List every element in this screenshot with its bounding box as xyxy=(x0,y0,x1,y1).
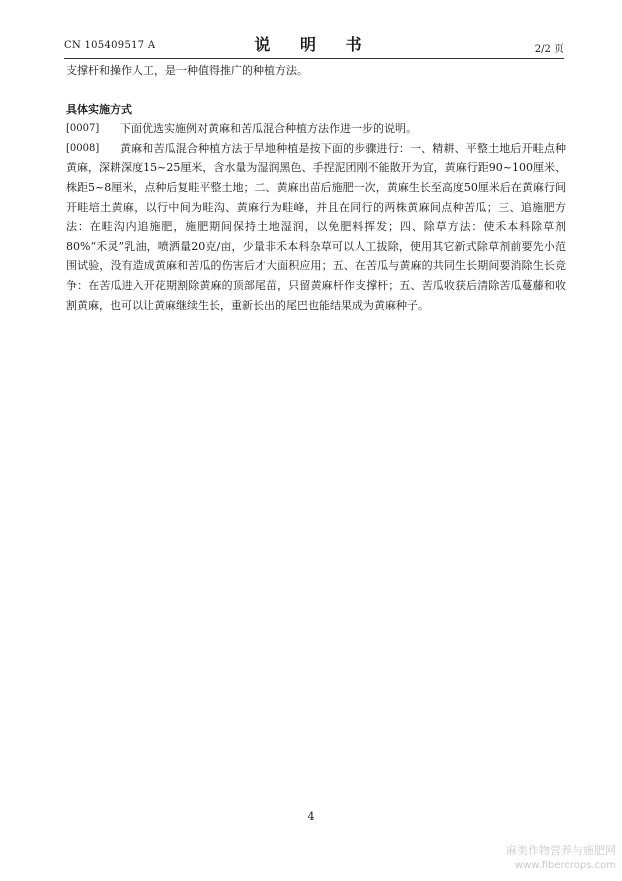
watermark-site-name: 麻类作物营养与施肥网 xyxy=(506,844,616,857)
lead-paragraph: 支撑杆和操作人工，是一种值得推广的种植方法。 xyxy=(66,64,308,77)
publication-number: CN 105409517 A xyxy=(64,40,156,51)
section-heading: 具体实施方式 xyxy=(66,102,132,116)
page-number: 4 xyxy=(307,810,315,823)
site-watermark xyxy=(506,843,616,873)
paragraph-number: [0008] xyxy=(66,142,100,154)
document-title: 说 明 书 xyxy=(254,35,374,54)
paragraph-text: 黄麻和苦瓜混合种植方法于旱地种植是按下面的步骤进行：一、精耕、平整土地后开畦点种黄麻，深耕深度15~25厘米，含水量为湿润黑色、手捏泥团刚不能散开为宜，黄麻行距90~100厘米、株距5~8厘米，点种后复畦平整土地；二、黄麻出苗后施肥一次，黄麻生长至高度50厘米后在黄麻行间开畦培土黄麻，以行中间为畦沟、黄麻行为畦峰，并且在同行的两株黄麻间点种苦瓜；三、追施肥方法：在畦沟内追施肥，施肥期间保持土地湿润，以免肥料挥发；四、除草方法：使禾本科除草剂80%“禾灵”乳油，喷洒量20克/亩，少量非禾本科杂草可以人工拔除，使用其它新式除草剂前要先小范围试验，没有造成黄麻和苦瓜的伤害后才大面积应用；五、在苦瓜与黄麻的共同生长期间要消除生长竞争：在苦瓜进入开花期割除黄麻的顶部尾苗，只留黄麻杆作支撑杆；五、苦瓜收获后清除苦瓜蔓藤和收割黄麻，也可以让黄麻继续生长，重新长出的尾巴也能结果成为黄麻种子。 xyxy=(66,141,566,312)
header-divider xyxy=(64,58,564,59)
paragraph-0007 xyxy=(66,119,566,139)
paragraph-number: [0007] xyxy=(66,123,100,135)
document-body xyxy=(66,61,566,315)
paragraph-text: 下面优选实施例对黄麻和苦瓜混合种植方法作进一步的说明。 xyxy=(120,122,417,136)
page-header xyxy=(64,30,564,60)
page-count: 2/2 页 xyxy=(534,44,564,55)
paragraph-0008 xyxy=(66,139,566,315)
watermark-url: www.fibercrops.com xyxy=(514,860,616,871)
